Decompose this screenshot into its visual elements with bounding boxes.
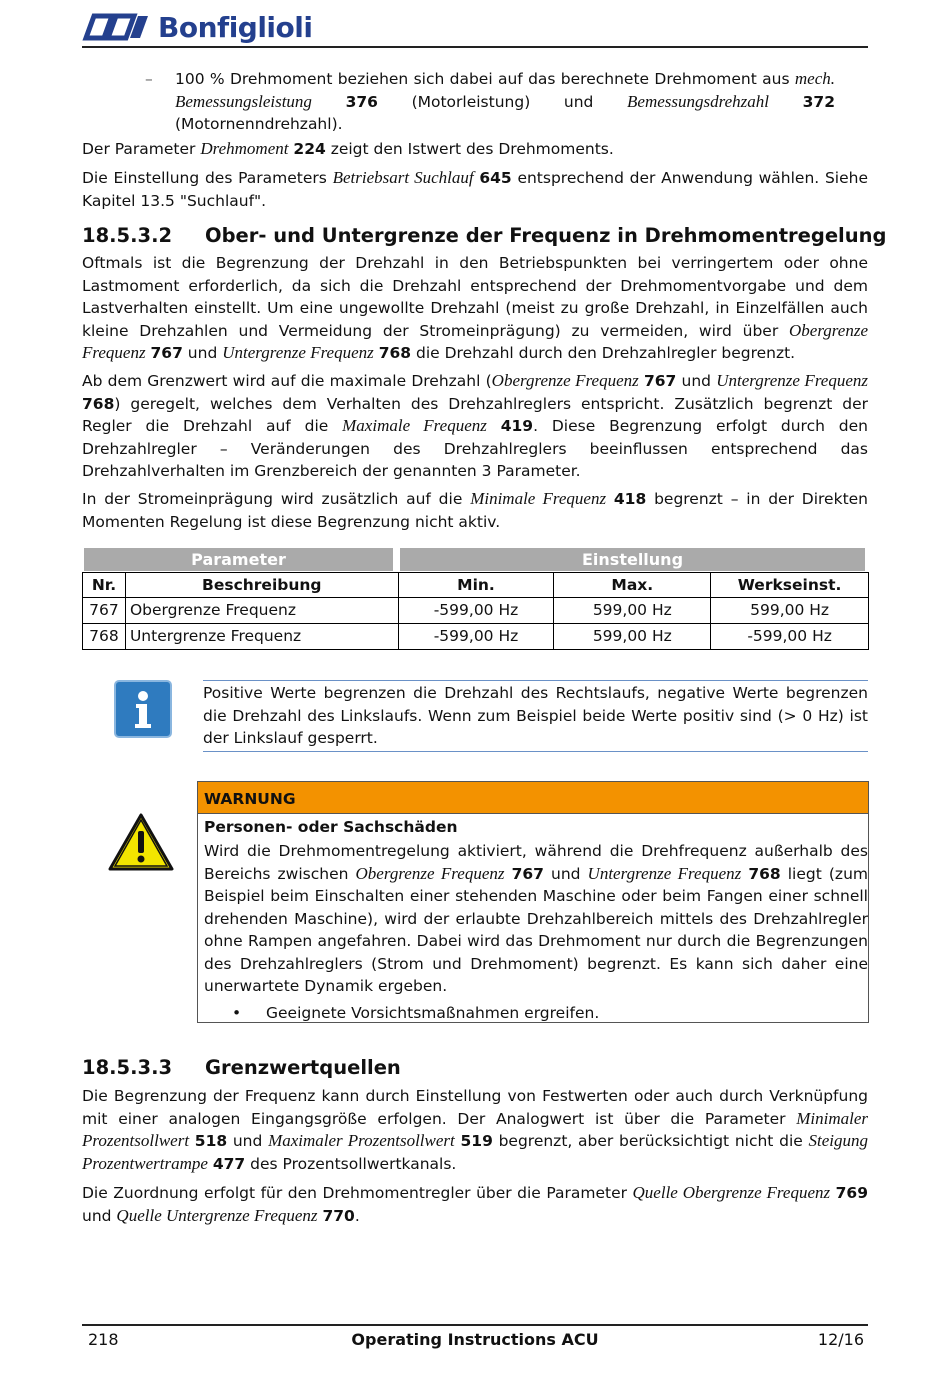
table-cell: -599,00 Hz — [711, 624, 869, 650]
warning-subtitle: Personen- oder Sachschäden — [204, 818, 458, 836]
intro-paragraph-1: Der Parameter Drehmoment 224 zeigt den Istwert des Drehmoments. — [82, 139, 614, 158]
info-icon — [114, 680, 172, 738]
table-cell: -599,00 Hz — [399, 598, 555, 624]
table-cell: 599,00 Hz — [554, 598, 711, 624]
warning-bullet-item: • Geeignete Vorsichtsmaßnahmen ergreifen. — [232, 1003, 600, 1022]
warning-icon — [107, 812, 175, 876]
table-cell: Untergrenze Frequenz — [126, 624, 399, 650]
page-number: 218 — [88, 1330, 119, 1349]
column-header: Min. — [399, 572, 555, 598]
parameter-table — [82, 572, 869, 650]
section1-paragraph-3: In der Stromeinprägung wird zusätzlich auf die Minimale Frequenz 418 begrenzt – in der Direkten Momenten Regelung ist diese Begrenzung nicht aktiv. — [82, 489, 869, 531]
table-group-parameter: Parameter — [84, 548, 393, 571]
intro-bullet: 100 % Drehmoment beziehen sich dabei auf das berechnete Drehmoment aus mech. Bemessungsleistung 376 (Motorleistung) und Bemessungsdrehzahl 372 (Motornenndrehzahl). — [175, 69, 835, 133]
intro-paragraph-2: Die Einstellung des Parameters Betriebsart Suchlauf 645 entsprechend der Anwendung wählen. Siehe Kapitel 13.5 "Suchlauf". — [82, 168, 868, 210]
document-title: Operating Instructions ACU — [351, 1330, 599, 1349]
column-header: Werkseinst. — [711, 572, 869, 598]
bullet-dot: • — [232, 1003, 242, 1022]
section-heading-18-5-3-3: 18.5.3.3 Grenzwertquellen — [82, 1056, 401, 1079]
document-date: 12/16 — [817, 1330, 864, 1349]
section-heading-18-5-3-2: 18.5.3.2 Ober- und Untergrenze der Frequenz in Drehmomentregelung — [82, 224, 887, 247]
page-footer — [82, 1324, 868, 1354]
table-cell: 768 — [83, 624, 126, 650]
table-cell: -599,00 Hz — [399, 624, 555, 650]
table-row — [82, 598, 869, 624]
info-note: Positive Werte begrenzen die Drehzahl des Rechtslaufs, negative Werte begrenzen die Drehzahl des Linkslaufs. Wenn zum Beispiel beide Werte positiv sind (> 0 Hz) ist der Linkslauf gesperrt. — [203, 680, 868, 752]
column-header: Max. — [554, 572, 711, 598]
table-row — [82, 624, 869, 650]
table-group-einstellung: Einstellung — [400, 548, 865, 571]
page-header — [82, 6, 868, 48]
section2-paragraph-2: Die Zuordnung erfolgt für den Drehmomentregler über die Parameter Quelle Obergrenze Frequenz 769 und Quelle Untergrenze Frequenz 770. — [82, 1183, 868, 1225]
section1-paragraph-2: Ab dem Grenzwert wird auf die maximale Drehzahl (Obergrenze Frequenz 767 und Untergrenze Frequenz 768) geregelt, welches dem Verhalten des Drehzahlreglers entspricht. Zusätzlich begrenzt der Regler die Drehzahl auf die Maximale Frequenz 419. Diese Begrenzung erfolgt durch den Drehzahlregler – Veränderungen des Drehzahlreglers beeinflussen entsprechend das Drehzahlverhalten im Grenzbereich der genannten 3 Parameter. — [82, 371, 869, 480]
warning-body: Wird die Drehmomentregelung aktiviert, während die Drehfrequenz außerhalb des Bereichs zwischen Obergrenze Frequenz 767 und Untergrenze Frequenz 768 liegt (zum Beispiel beim Einschalten einer stehenden Maschine oder beim Fangen einer schnell drehenden Maschine), wird der erlaubte Drehzahlbereich mittels des Drehzahlregler ohne Rampen angefahren. Dabei wird das Drehmoment nur durch die Begrenzungen des Drehzahlreglers (Strom und Drehmoment) begrenzt. Es kann sich daher eine unerwartete Dynamik ergeben. — [204, 842, 868, 995]
table-header-row — [82, 572, 869, 598]
column-header: Beschreibung — [126, 572, 399, 598]
table-cell: 599,00 Hz — [711, 598, 869, 624]
section2-paragraph-1: Die Begrenzung der Frequenz kann durch Einstellung von Festwerten oder auch durch Verknüpfung mit einer analogen Eingangsgröße erfolgen. Der Analogwert ist über die Parameter Minimaler Prozentsollwert 518 und Maximaler Prozentsollwert 519 begrenzt, aber berücksichtigt nicht die Steigung Prozentwertrampe 477 des Prozentsollwertkanals. — [82, 1087, 869, 1173]
warning-title: WARNUNG — [198, 782, 868, 814]
bonfiglioli-logo-icon — [82, 8, 152, 46]
table-cell: 599,00 Hz — [554, 624, 711, 650]
section1-paragraph-1: Oftmals ist die Begrenzung der Drehzahl in den Betriebspunkten bei verringertem oder ohne Lastmoment erforderlich, da sich die Drehzahl entsprechend der Drehmomentvorgabe und dem Lastverhalten einstellt. Um eine ungewollte Drehzahl (meist zu große Drehzahl, in Einzelfällen auch kleine Drehzahlen und Vermeidung der Stromeinprägung) zu vermeiden, wird über Obergrenze Frequenz 767 und Untergrenze Frequenz 768 die Drehzahl durch den Drehzahlregler begrenzt. — [82, 254, 868, 362]
table-cell: Obergrenze Frequenz — [126, 598, 399, 624]
brand-name: Bonfiglioli — [158, 10, 313, 44]
brand-logo — [82, 8, 312, 46]
bullet-dash: – — [145, 70, 153, 88]
column-header: Nr. — [83, 572, 126, 598]
warning-box — [197, 781, 869, 1023]
table-cell: 767 — [83, 598, 126, 624]
